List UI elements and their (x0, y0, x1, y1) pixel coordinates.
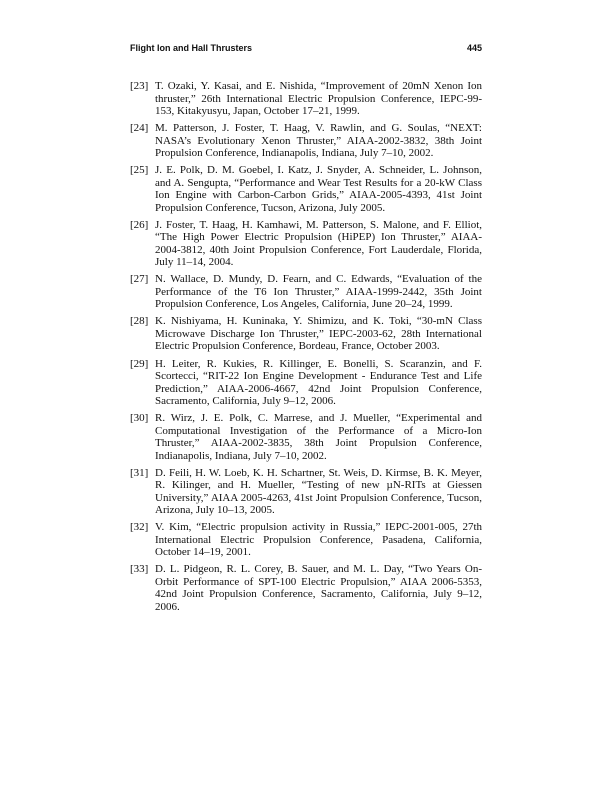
reference-text (155, 315, 482, 353)
reference-line: International Electric Propulsion Conference, Pasadena, California, (155, 533, 482, 546)
running-header (130, 43, 482, 53)
reference-line: Propulsion Conference, Indianapolis, Indiana, July 7–10, 2002. (155, 147, 434, 160)
reference-line: H. Leiter, R. Kukies, R. Killinger, E. Bonelli, S. Scaranzin, and F. (155, 357, 482, 370)
reference-item (130, 164, 482, 214)
reference-text (155, 412, 482, 462)
reference-line: Scortecci, “RIT-22 Ion Engine Development - Endurance Test and Life (155, 370, 482, 383)
reference-label: [30] (130, 412, 149, 425)
reference-text (155, 122, 482, 160)
reference-text (155, 521, 482, 559)
reference-line: 153, Kitakyusyu, Japan, October 17–21, 1999. (155, 105, 360, 117)
reference-item (130, 315, 482, 353)
reference-item (130, 219, 482, 269)
page-number: 445 (466, 43, 482, 53)
reference-list (130, 80, 482, 618)
reference-item (130, 521, 482, 559)
reference-label: [29] (130, 357, 149, 370)
reference-line: Microwave Discharge Ion Thruster,” IEPC-2003-62, 28th International (155, 327, 482, 340)
reference-text (155, 219, 482, 269)
reference-label: [31] (130, 466, 149, 479)
reference-line: Thruster,” AIAA-2002-3835, 38th Joint Propulsion Conference, (155, 437, 482, 450)
reference-line: D. Feili, H. W. Loeb, K. H. Schartner, St. Weis, D. Kirmse, B. K. Meyer, (155, 466, 482, 479)
reference-line: July 11–14, 2004. (155, 256, 234, 269)
reference-item (130, 563, 482, 613)
reference-line: V. Kim, “Electric propulsion activity in Russia,” IEPC-2001-005, 27th (155, 521, 482, 534)
reference-line: Propulsion Conference, Los Angeles, California, June 20–24, 1999. (155, 298, 453, 311)
reference-line: Computational Investigation of the Performance of a Micro-Ion (155, 424, 482, 437)
reference-line: M. Patterson, J. Foster, T. Haag, V. Rawlin, and G. Soulas, “NEXT: (155, 122, 482, 135)
reference-line: Indianapolis, Indiana, July 7–10, 2002. (155, 449, 327, 462)
reference-line: 2006. (155, 600, 180, 613)
reference-text (155, 80, 482, 118)
reference-line: Electric Propulsion Conference, Bordeau, France, October 2003. (155, 340, 440, 353)
reference-item (130, 412, 482, 462)
reference-label: [32] (130, 521, 149, 534)
reference-line: NASA’s Evolutionary Xenon Thruster,” AIAA-2002-3832, 38th Joint (155, 134, 482, 147)
reference-item (130, 122, 482, 160)
reference-label: [25] (130, 164, 149, 177)
reference-line: T. Ozaki, Y. Kasai, and E. Nishida, “Improvement of 20mN Xenon Ion (155, 80, 482, 92)
reference-text (155, 164, 482, 214)
reference-item (130, 358, 482, 408)
reference-line: Ion Engine with Carbon-Carbon Grids,” AIAA-2005-4393, 41st Joint (155, 189, 482, 202)
reference-line: thruster,” 26th International Electric Propulsion Conference, IEPC-99- (155, 92, 482, 105)
reference-label: [28] (130, 315, 149, 328)
reference-line: R. Wirz, J. E. Polk, C. Marrese, and J. Mueller, “Experimental and (155, 412, 482, 425)
reference-line: “The High Power Electric Propulsion (HiPEP) Ion Thruster,” AIAA- (155, 231, 482, 244)
reference-text (155, 273, 482, 311)
reference-label: [24] (130, 122, 149, 135)
reference-item (130, 467, 482, 517)
reference-line: October 14–19, 2001. (155, 546, 251, 559)
reference-text (155, 358, 482, 408)
reference-label: [23] (130, 80, 149, 92)
reference-line: N. Wallace, D. Mundy, D. Fearn, and C. Edwards, “Evaluation of the (155, 273, 482, 286)
running-header-title: Flight Ion and Hall Thrusters (130, 43, 253, 53)
reference-line: R. Kilinger, and H. Mueller, “Testing of new µN-RITs at Giessen (155, 479, 482, 492)
reference-item (130, 273, 482, 311)
reference-line: K. Nishiyama, H. Kuninaka, Y. Shimizu, and K. Toki, “30-mN Class (155, 315, 482, 328)
reference-line: Orbit Performance of SPT-100 Electric Propulsion,” AIAA 2006-5353, (155, 575, 482, 588)
reference-line: Arizona, July 10–13, 2005. (155, 504, 275, 517)
reference-line: Propulsion Conference, Tucson, Arizona, July 2005. (155, 201, 386, 214)
reference-line: D. L. Pidgeon, R. L. Corey, B. Sauer, and M. L. Day, “Two Years On- (155, 563, 482, 576)
reference-item (130, 80, 482, 118)
reference-line: Performance of the T6 Ion Thruster,” AIAA-1999-2442, 35th Joint (155, 285, 482, 298)
reference-line: Prediction,” AIAA-2006-4667, 42nd Joint Propulsion Conference, (155, 382, 482, 395)
reference-label: [33] (130, 563, 149, 576)
reference-line: and A. Sengupta, “Performance and Wear Test Results for a 20-kW Class (155, 176, 482, 189)
reference-line: J. Foster, T. Haag, H. Kamhawi, M. Patterson, S. Malone, and F. Elliot, (155, 218, 482, 231)
reference-line: 42nd Joint Propulsion Conference, Sacramento, California, July 9–12, (155, 588, 482, 601)
reference-line: J. E. Polk, D. M. Goebel, I. Katz, J. Snyder, A. Schneider, L. Johnson, (155, 164, 482, 177)
reference-line: University,” AIAA 2005-4263, 41st Joint Propulsion Conference, Tucson, (155, 491, 482, 504)
reference-text (155, 467, 482, 517)
reference-line: Sacramento, California, July 9–12, 2006. (155, 395, 336, 408)
reference-text (155, 563, 482, 613)
reference-line: 2004-3812, 40th Joint Propulsion Conference, Fort Lauderdale, Florida, (155, 243, 482, 256)
reference-label: [26] (130, 218, 149, 231)
reference-label: [27] (130, 273, 149, 286)
